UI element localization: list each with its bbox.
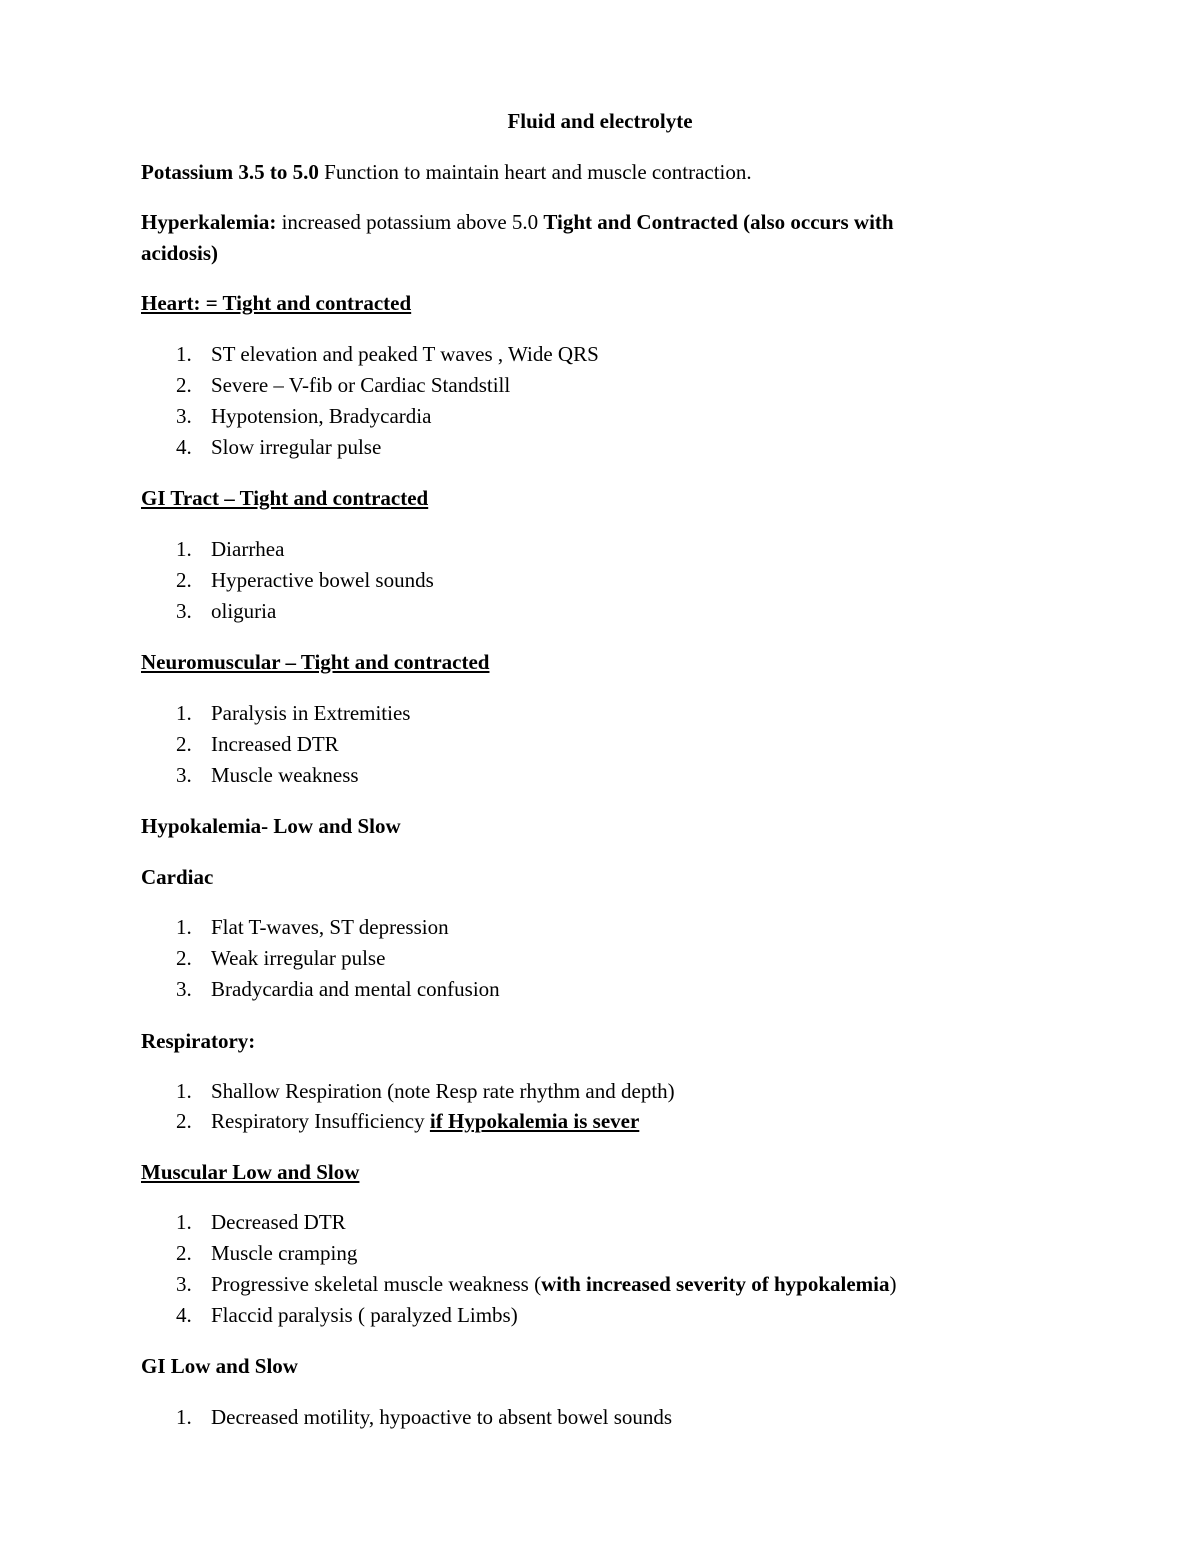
- hyperkalemia-label: Hyperkalemia:: [141, 210, 277, 234]
- list-item: 1. Decreased DTR: [176, 1210, 346, 1234]
- gi-tract-heading: GI Tract – Tight and contracted: [141, 486, 429, 510]
- potassium-text: Function to maintain heart and muscle contraction.: [318, 160, 752, 184]
- hypokalemia-heading: Hypokalemia- Low and Slow: [141, 814, 401, 838]
- potassium-line: [141, 160, 752, 184]
- hyperkalemia-text: increased potassium above 5.0: [276, 210, 544, 234]
- muscular-heading: Muscular Low and Slow: [141, 1160, 360, 1184]
- list-item: 2. Severe – V-fib or Cardiac Standstill: [176, 373, 511, 397]
- list-item: 3. Muscle weakness: [176, 763, 359, 787]
- list-item: 1. Decreased motility, hypoactive to absent bowel sounds: [176, 1405, 673, 1429]
- list-item: 4. Slow irregular pulse: [176, 435, 382, 459]
- potassium-label: Potassium 3.5 to 5.0: [141, 160, 319, 184]
- document-title: Fluid and electrolyte: [507, 109, 693, 133]
- list-item: 3. Progressive skeletal muscle weakness (with increased severity of hypokalemia): [176, 1272, 897, 1296]
- list-item: 3. Bradycardia and mental confusion: [176, 977, 500, 1001]
- list-item: 1. Shallow Respiration (note Resp rate rhythm and depth): [176, 1079, 675, 1103]
- list-item: 1. Flat T-waves, ST depression: [176, 915, 449, 939]
- list-item: 2. Increased DTR: [176, 732, 339, 756]
- list-item: 3. Hypotension, Bradycardia: [176, 404, 432, 428]
- list-item: 1. Diarrhea: [176, 537, 285, 561]
- neuromuscular-heading: Neuromuscular – Tight and contracted: [141, 650, 490, 674]
- list-item: 1. ST elevation and peaked T waves , Wide QRS: [176, 342, 599, 366]
- list-item: 2. Respiratory Insufficiency if Hypokalemia is sever: [176, 1109, 640, 1133]
- respiratory-heading: Respiratory:: [141, 1029, 256, 1053]
- list-item: 4. Flaccid paralysis ( paralyzed Limbs): [176, 1303, 518, 1327]
- list-item: 2. Muscle cramping: [176, 1241, 358, 1265]
- hyperkalemia-continuation: acidosis): [141, 241, 219, 265]
- list-item: 2. Hyperactive bowel sounds: [176, 568, 434, 592]
- heart-heading: Heart: = Tight and contracted: [141, 291, 412, 315]
- cardiac-heading: Cardiac: [141, 865, 214, 889]
- hyperkalemia-line: [141, 210, 894, 234]
- list-item: 2. Weak irregular pulse: [176, 946, 386, 970]
- list-item: 3. oliguria: [176, 599, 277, 623]
- hyperkalemia-bold: Tight and Contracted (also occurs with: [543, 210, 894, 234]
- list-item: 1. Paralysis in Extremities: [176, 701, 411, 725]
- gi-low-heading: GI Low and Slow: [141, 1354, 298, 1378]
